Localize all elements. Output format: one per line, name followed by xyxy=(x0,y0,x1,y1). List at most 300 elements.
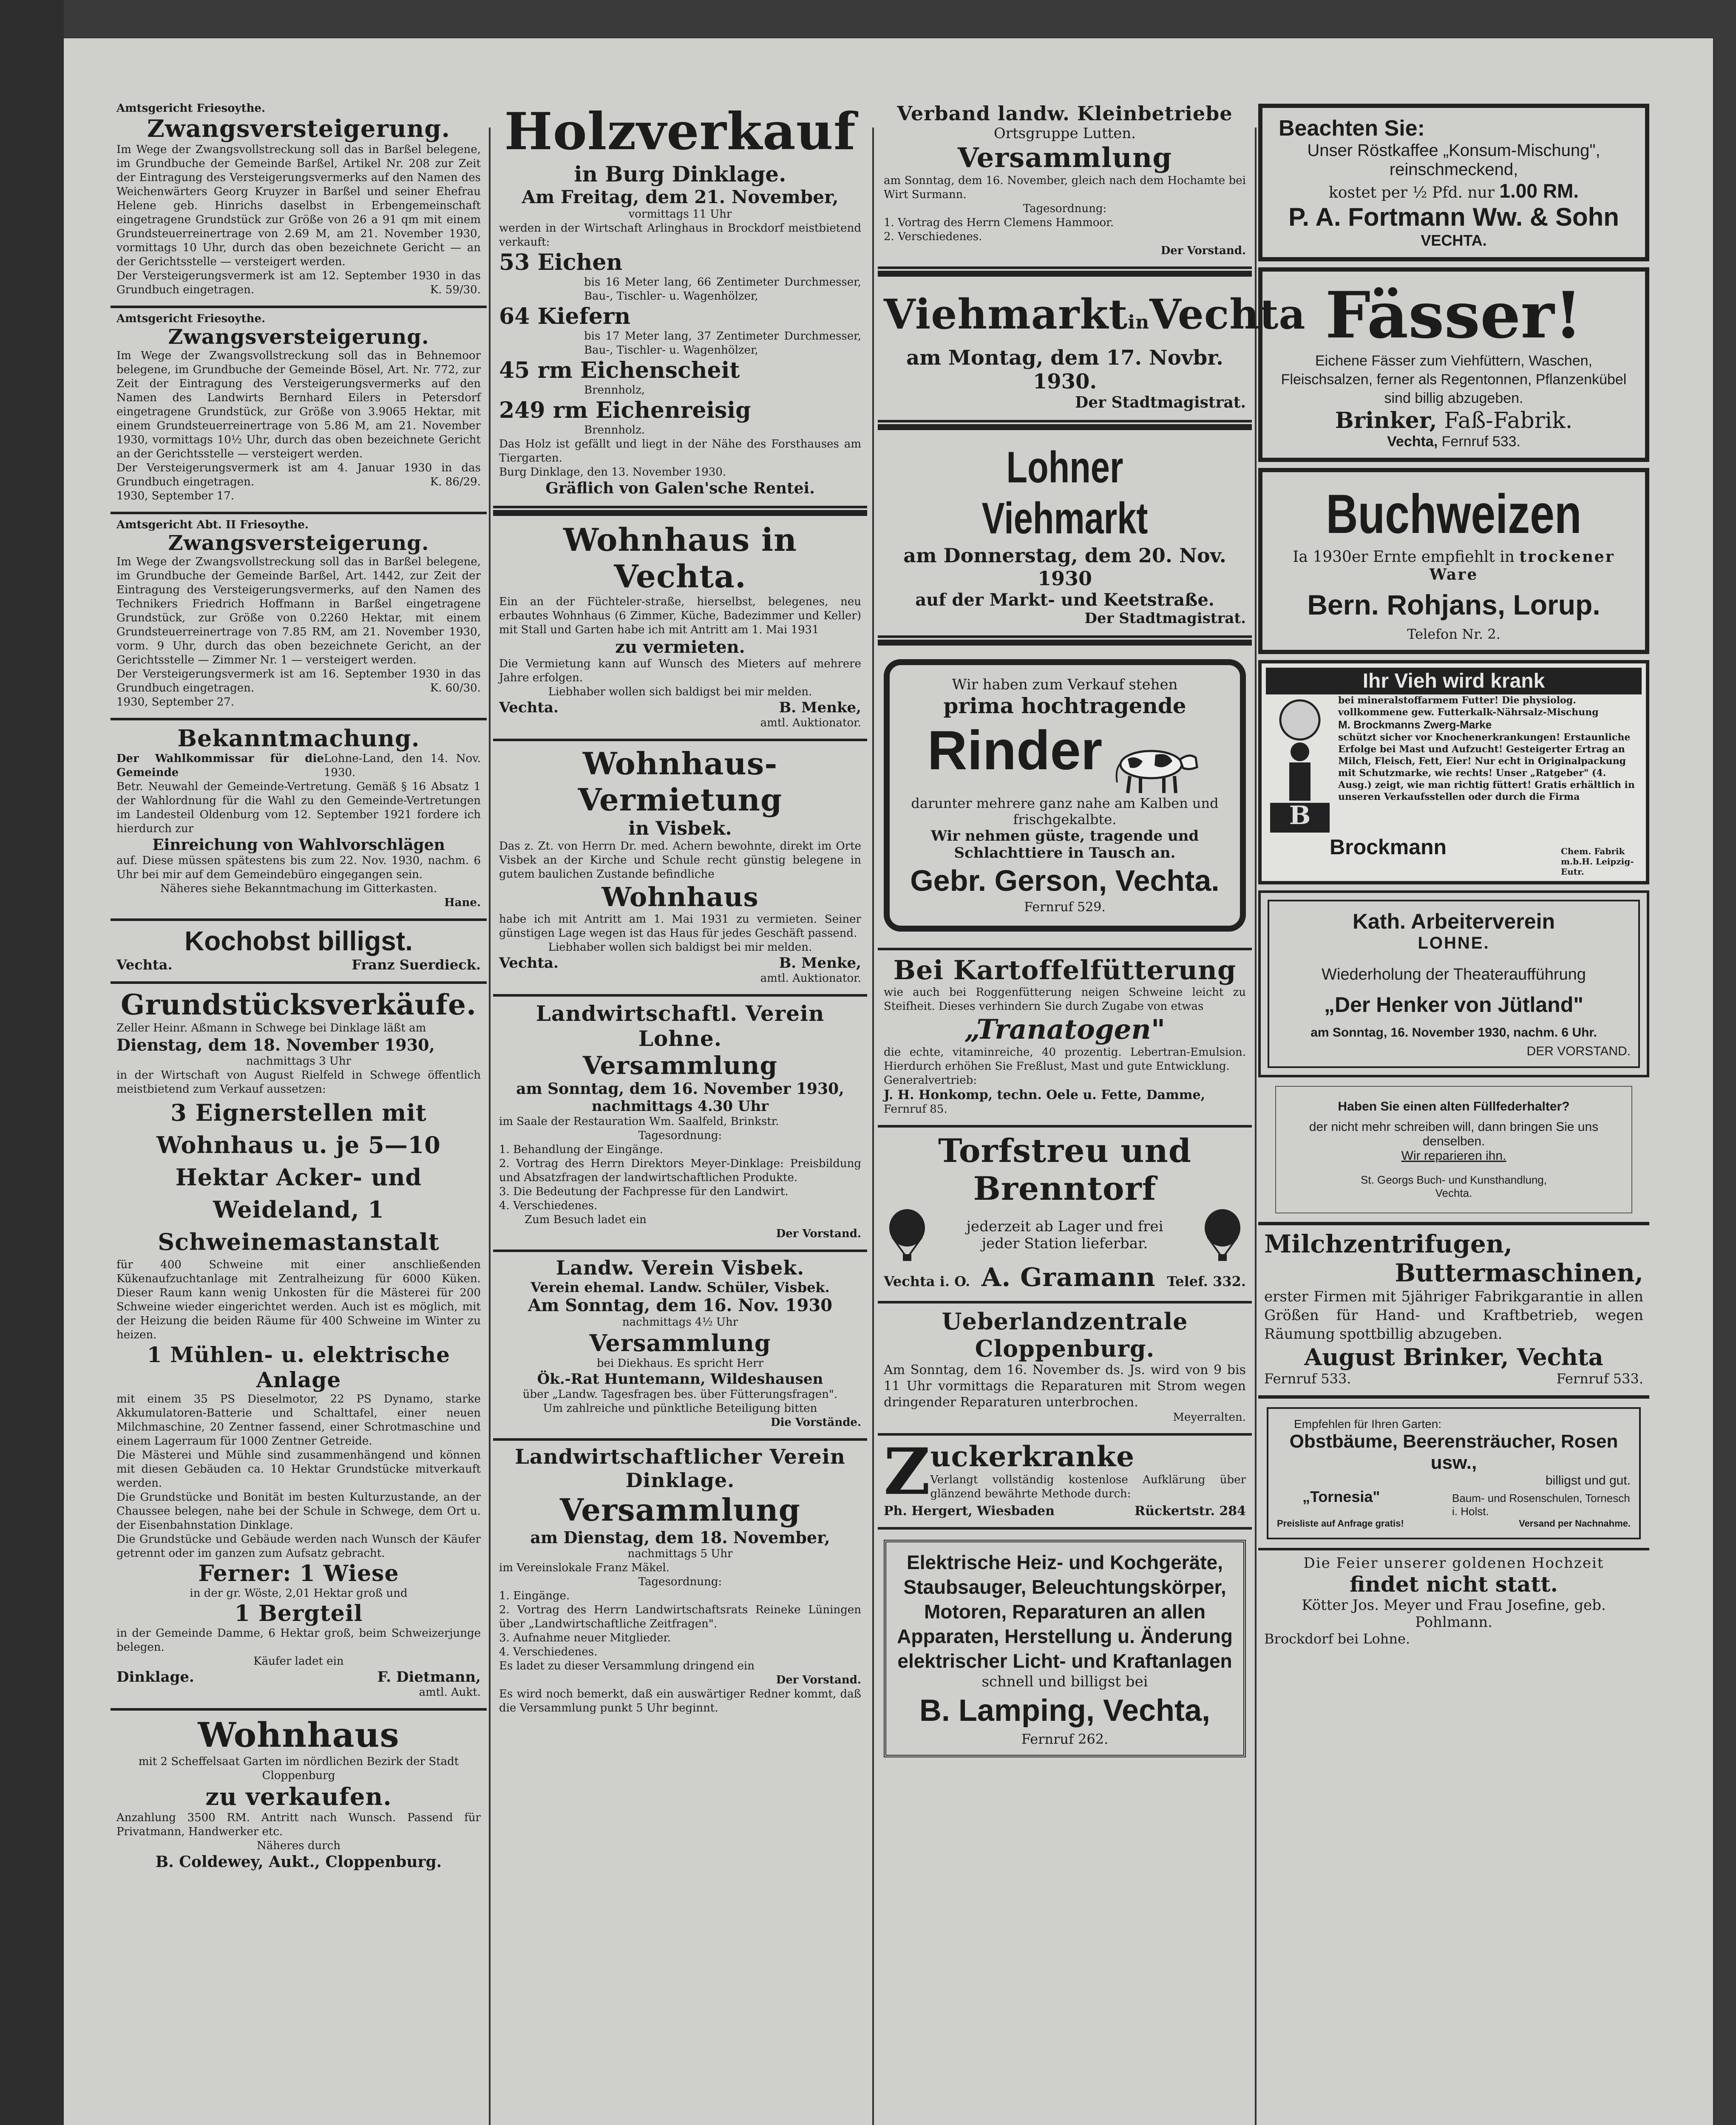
ad-footer xyxy=(116,667,481,695)
ad-lamping xyxy=(878,1530,1252,1772)
agenda-item: 1. Behandlung der Eingänge. xyxy=(499,1143,663,1156)
price-line xyxy=(1270,179,1637,202)
ad-body: Elektrische Heiz- und Kochgeräte, Staubsauger, Beleuchtungskörper, Motoren, Reparaturen an allen Apparaten, Herstellung u. Änderung elektrischer Licht- und Kraftanlagen xyxy=(897,1551,1233,1672)
label: Generalvertrieb: xyxy=(884,1074,977,1087)
rule xyxy=(878,640,1252,646)
ad-line xyxy=(1264,1371,1643,1387)
headline: Versammlung xyxy=(957,142,1172,174)
ad-title: Bekanntmachung. xyxy=(177,725,420,752)
signature: F. Dietmann, xyxy=(377,1669,481,1686)
ad-title: Lohner Viehmarkt xyxy=(981,443,1148,543)
ad-torfstreu xyxy=(878,1128,1252,1303)
ad-subtitle: Dinklage. xyxy=(625,1469,735,1492)
city: Vechta i. O. xyxy=(884,1273,970,1289)
ad-wohnhaus-vermietung xyxy=(493,741,867,997)
ad-body: auf. Diese müssen spätestens bis zum 22. Nov. 1930, nachm. 6 Uhr bei mir auf dem Gemeindebüro eingegangen sein. xyxy=(116,854,481,881)
phone: Fernruf 529. xyxy=(1024,899,1106,915)
ad-body-text: Ia 1930er Ernte empfiehlt in xyxy=(1293,548,1515,566)
ad-body: Eichene Fässer zum Viehfüttern, Waschen, Fleischsalzen, ferner als Regentonnen, Pflanzenkübel sind billig abzugeben. xyxy=(1281,353,1627,406)
product: „Tranatogen" xyxy=(964,1013,1166,1046)
signature: Der Vorstand. xyxy=(776,1227,861,1240)
date-line: am Sonntag, 16. November 1930, nachm. 6 Uhr. xyxy=(1311,1026,1597,1040)
time-line: nachmittags 4.30 Uhr xyxy=(591,1098,769,1115)
wood-item xyxy=(499,303,861,357)
agenda-title: Tagesordnung: xyxy=(1023,202,1107,215)
phone: Telefon Nr. 2. xyxy=(1407,626,1501,642)
ad-body: Die Vermietung kann auf Wunsch des Mieters auf mehrere Jahre erfolgen. xyxy=(499,657,861,684)
headline: Wohnhaus xyxy=(601,881,759,912)
company: August Brinker, Vechta xyxy=(1304,1343,1603,1371)
court-name: Amtsgericht Abt. II Friesoythe. xyxy=(116,518,309,531)
ad-title: Buchweizen xyxy=(1326,483,1582,545)
wood-desc: Brennholz, xyxy=(584,384,645,397)
headline: 3 Eignerstellen mit Wohnhaus u. je 5—10 Hektar Acker- und Weideland, 1 Schweinemastanstalt xyxy=(156,1099,441,1255)
time-line: nachmittags 5 Uhr xyxy=(627,1547,733,1560)
ad-title: Zwangsversteigerung. xyxy=(168,325,429,349)
wood-qty: 249 rm Eichenreisig xyxy=(499,397,751,423)
ad-ueberlandzentrale xyxy=(878,1303,1252,1436)
ad-title xyxy=(884,290,1306,346)
title-part: in xyxy=(1128,312,1150,333)
ad-lohner-viehmarkt xyxy=(878,432,1252,638)
agenda-item: 4. Verschiedenes. xyxy=(499,1199,598,1212)
ad-body: wie auch bei Roggenfütterung neigen Schweine leicht zu Steifheit. Dieses verhindern Sie durch Zugabe von etwas xyxy=(884,986,1246,1013)
signature-title: amtl. Auktionator. xyxy=(760,717,861,729)
sender: Der Wahlkommissar für die Gemeinde xyxy=(116,752,324,779)
ad-body: mit einem 35 PS Dieselmotor, 22 PS Dynamo, starke Akkumulatoren-Batterie und Schalttafel, einer neuen Milchmaschine, 20 Zentner fassend, einer Schrotmaschine und einem Lagerraum für 1000 Zentner Getreide. xyxy=(116,1393,481,1448)
headline: 1 Bergteil xyxy=(234,1601,363,1626)
ad-rinder xyxy=(878,647,1252,950)
ad-footer xyxy=(116,269,481,297)
ad-body: für 400 Schweine mit einer anschließenden Kükenaufzuchtanlage mit Zentralheizung für 6000 Küken. Dieser Raum kann wenig Unkosten für die Mästerei für 200 Schweine wieder eingerichtet werden. Auch ist es möglich, mit der Heizung die beiden Räume für 400 Schweine im Winter zu heizen. xyxy=(116,1258,481,1341)
wood-qty: 53 Eichen xyxy=(499,249,623,275)
ad-line xyxy=(884,1504,1246,1519)
ad-title: Grundstücksverkäufe. xyxy=(121,988,477,1021)
city: Vechta. xyxy=(1435,1187,1472,1199)
ad-line xyxy=(884,1263,1246,1292)
wood-item xyxy=(499,249,861,303)
ad-fortmann xyxy=(1258,104,1649,261)
ad-body: Näheres durch xyxy=(257,1839,340,1852)
ad-body: Unser Röstkaffee „Konsum-Mischung", reinschmeckend, xyxy=(1307,141,1600,179)
agenda-item: 4. Verschiedenes. xyxy=(499,1646,598,1658)
city: Vechta. xyxy=(499,955,559,972)
file-number: K. 60/30. xyxy=(430,682,481,694)
note: Versand per Nachnahme. xyxy=(1519,1518,1631,1529)
ad-date: 1930, September 27. xyxy=(116,696,235,708)
ad-frame xyxy=(884,1540,1246,1757)
headline: Versammlung xyxy=(582,1051,778,1080)
company: P. A. Fortmann Ww. & Sohn xyxy=(1288,203,1619,231)
ad-title: Ihr Vieh wird krank xyxy=(1266,668,1642,694)
invite: Zum Besuch ladet ein xyxy=(525,1213,647,1226)
rule xyxy=(878,424,1252,430)
ad-body: Die Grundstücke und Gebäude werden nach Wunsch der Käufer getrennt oder im ganzen zum Aufsatz gebracht. xyxy=(116,1533,481,1560)
signature: Der Stadtmagistrat. xyxy=(1075,394,1246,411)
ad-subtitle: LOHNE. xyxy=(1418,934,1490,952)
ad-title: Wohnhaus in Vechta. xyxy=(563,522,797,595)
column-1 xyxy=(111,98,487,2125)
note: Es wird noch bemerkt, daß ein auswärtiger Redner kommt, daß die Versammlung punkt 5 Uhr beginnt. xyxy=(499,1688,861,1714)
ad-buchweizen xyxy=(1258,468,1649,654)
ad-subtitle: in Burg Dinklage. xyxy=(574,162,786,187)
ad-body: erster Firmen mit 5jähriger Fabrikgarantie in allen Größen für Hand- und Kraftbetrieb, wegen Räumung spottbillig abzugeben. xyxy=(1264,1288,1643,1343)
ad-fuellfederhalter xyxy=(1275,1086,1632,1213)
column-rule xyxy=(489,128,491,2125)
date-line: am Dienstag, dem 18. November, xyxy=(530,1528,830,1547)
ad-body: Betr. Neuwahl der Gemeinde-Vertretung. Gemäß § 16 Absatz 1 der Wahlordnung für die Wahl zu den Gemeinde-Vertretungen im Landesteil Oldenburg vom 12. September 1921 fordere ich hierdurch zur xyxy=(116,780,481,835)
court-name: Amtsgericht Friesoythe. xyxy=(116,102,266,115)
ad-zwangsversteigerung-1 xyxy=(111,98,487,308)
headline: Rinder xyxy=(927,719,1103,781)
bold-line: Einreichung von Wahlvorschlägen xyxy=(152,836,445,854)
agenda-item: 2. Vortrag des Herrn Landwirtschaftsrats Reineke Lüningen über „Landwirtschaftliche Zeitfragen". xyxy=(499,1604,861,1630)
phone: Fernruf 533. xyxy=(1441,434,1520,450)
file-number: K. 59/30. xyxy=(430,283,481,296)
ad-line xyxy=(499,955,861,972)
ad-body: bei mineralstoffarmem Futter! Die physiolog. vollkommene gew. Futterkalk-Nährsalz-Mischung xyxy=(1338,695,1599,718)
phone: Fernruf 85. xyxy=(884,1102,947,1116)
cow-icon xyxy=(1104,740,1202,795)
headline: findet nicht statt. xyxy=(1350,1572,1558,1597)
column-rule xyxy=(872,128,874,2125)
ad-body: in der Wirtschaft von August Rielfeld in Schwege öffentlich meistbietend zum Verkauf aussetzen: xyxy=(116,1069,481,1096)
ad-body: Die Grundstücke und Bonität im besten Kulturzustande, an der Chaussee belegen, nahe bei der Schule in Schwege, dem Ort u. der Eisenbahnstation Dinklage. xyxy=(116,1491,481,1532)
company-line xyxy=(1270,408,1637,434)
play-title: „Der Henker von Jütland" xyxy=(1324,993,1583,1017)
court-name: Amtsgericht Friesoythe. xyxy=(116,312,266,325)
file-number: K. 86/29. xyxy=(430,476,481,488)
ad-title: Fässer! xyxy=(1325,278,1583,353)
ad-body: Anzahlung 3500 RM. Antritt nach Wunsch. Passend für Privatmann, Handwerker etc. xyxy=(116,1811,481,1838)
ad-intro: Wir haben zum Verkauf stehen xyxy=(952,676,1178,693)
company-type: Faß-Fabrik. xyxy=(1444,408,1573,434)
ad-block xyxy=(930,1440,1246,1501)
date-line: Am Sonntag, dem 16. Nov. 1930 xyxy=(528,1295,833,1315)
ad-title: Haben Sie einen alten Füllfederhalter? xyxy=(1338,1099,1570,1114)
title-part: Viehmarkt xyxy=(884,290,1128,338)
ad-title-2: Buttermaschinen, xyxy=(1395,1258,1643,1287)
ad-intro: Zeller Heinr. Aßmann in Schwege bei Dinklage läßt am xyxy=(116,1022,426,1034)
ad-verein-visbek xyxy=(493,1252,867,1441)
ad-tornesia xyxy=(1267,1407,1641,1539)
signature: Meyerralten. xyxy=(1173,1411,1246,1424)
ad-line xyxy=(499,699,861,716)
ad-zwangsversteigerung-3 xyxy=(111,514,487,720)
agenda-item: 1. Eingänge. xyxy=(499,1590,570,1602)
time-line: nachmittags 4½ Uhr xyxy=(622,1316,738,1329)
ad-title: Kochobst billigst. xyxy=(184,926,413,956)
invite: Es ladet zu dieser Versammlung dringend ein xyxy=(499,1660,755,1672)
speaker: Ök.-Rat Huntemann, Wildeshausen xyxy=(537,1371,823,1388)
date-line: Dienstag, dem 18. November 1930, xyxy=(116,1035,435,1054)
agenda-title: Tagesordnung: xyxy=(638,1575,722,1588)
headline-row xyxy=(901,718,1229,795)
ad-body: darunter mehrere ganz nahe am Kalben und frischgekalbte. xyxy=(911,795,1219,827)
balloon-icon xyxy=(1199,1207,1246,1263)
initial: Z xyxy=(884,1434,930,1509)
ad-title: Zwangsversteigerung. xyxy=(147,115,451,143)
brand-sub: Chem. Fabrik m.b.H. Leipzig-Eutr. xyxy=(1561,846,1634,877)
phone: Fernruf 533. xyxy=(1556,1371,1643,1387)
invite: Um zahlreiche und pünktliche Beteiligung bitten xyxy=(543,1402,817,1415)
wood-desc: Brennholz. xyxy=(584,424,645,436)
ad-subtitle: prima hochtragende xyxy=(943,693,1186,718)
ad-zwangsversteigerung-2 xyxy=(111,308,487,514)
company: Brinker, xyxy=(1335,408,1437,434)
ad-title: uckerkranke xyxy=(930,1439,1135,1473)
signature: DER VORSTAND. xyxy=(1526,1044,1631,1058)
company: „Tornesia" xyxy=(1302,1488,1380,1505)
rule xyxy=(493,510,867,516)
ad-title: Landwirtschaftl. Verein Lohne. xyxy=(536,1001,825,1051)
ad-title: Milchzentrifugen, xyxy=(1264,1230,1513,1258)
contact xyxy=(1270,434,1637,450)
ad-body: Ein an der Füchteler-straße, hierselbst, belegenes, neu erbautes Wohnhaus (6 Zimmer, Küche, Badezimmer und Keller) mit Stall und Garten habe ich mit Antritt am 1. Mai 1931 xyxy=(499,595,861,636)
signature: Die Vorstände. xyxy=(770,1416,861,1429)
footer-text: Der Versteigerungsvermerk ist am 4. Januar 1930 in das Grundbuch eingetragen. xyxy=(116,462,481,488)
company: Ph. Hergert, Wiesbaden xyxy=(884,1503,1055,1519)
headline: zu verkaufen. xyxy=(205,1783,392,1811)
phone: Fernruf 533. xyxy=(1264,1371,1351,1387)
ad-body: werden in der Wirtschaft Arlinghaus in Brockdorf meistbietend verkauft: xyxy=(499,222,861,249)
ad-wohnhaus-vechta xyxy=(493,518,867,741)
ad-body: Wiederholung der Theateraufführung xyxy=(1322,966,1586,983)
company: Bern. Rohjans, Lorup. xyxy=(1307,589,1600,620)
bold-text: trockener Ware xyxy=(1429,548,1615,584)
ad-title: Landw. Verein Visbek. xyxy=(556,1256,805,1279)
company: Gebr. Gerson, Vechta. xyxy=(910,864,1220,897)
note: schnell und billigst bei xyxy=(981,1673,1148,1690)
signature: B. Coldewey, Aukt., Cloppenburg. xyxy=(155,1853,442,1871)
column-4 xyxy=(1258,98,1649,2125)
ad-verband-kleinbetriebe xyxy=(878,98,1252,269)
wood-item-list xyxy=(499,249,861,437)
rule xyxy=(878,271,1252,277)
ad-date: 1930, September 17. xyxy=(116,490,235,502)
bold-line: Wir nehmen güste, tragende und Schlachttiere in Tausch an. xyxy=(930,827,1199,861)
wood-desc: bis 17 Meter lang, 37 Zentimeter Durchmesser, Bau-, Tischler- u. Wagenhölzer, xyxy=(584,330,861,357)
ad-title: Landwirtschaftlicher Verein xyxy=(515,1445,845,1469)
date-line: Am Freitag, dem 21. November, xyxy=(522,187,839,207)
ad-faesser xyxy=(1258,267,1649,462)
ad-viehmarkt-vechta xyxy=(878,278,1306,422)
agenda-item: 1. Vortrag des Herrn Clemens Hammoor. xyxy=(884,216,1114,229)
city: Vechta, xyxy=(1387,434,1438,450)
ad-block xyxy=(1334,694,1642,835)
ad-wohnhaus-cloppenburg xyxy=(111,1711,487,1879)
ad-body: Das z. Zt. von Herrn Dr. med. Achern bewohnte, direkt im Orte Visbek an der Kirche und Schule recht günstig belegene in gutem baulichen Zustande befindliche xyxy=(499,840,861,881)
ad-verein-lohne xyxy=(493,997,867,1252)
ad-body: Das Holz ist gefällt und liegt in der Nähe des Forsthauses am Tiergarten. xyxy=(499,438,861,465)
company-row xyxy=(1277,1488,1631,1518)
place: im Saale der Restauration Wm. Saalfeld, Brinkstr. xyxy=(499,1115,779,1128)
signature: B. Menke, xyxy=(779,699,861,716)
agenda-item: 2. Vortrag des Herrn Direktors Meyer-Dinklage: Preisbildung und Absatzfragen der landwirtschaftlichen Produkte. xyxy=(499,1157,861,1184)
ad-holzverkauf xyxy=(493,98,867,508)
signature: Der Vorstand. xyxy=(1160,244,1246,257)
ad-body: Am Sonntag, dem 16. November ds. Js. wird von 9 bis 11 Uhr vormittags die Reparaturen mit Strom wegen dringender Reparaturen unterbrochen. xyxy=(884,1362,1246,1410)
ad-line xyxy=(116,1669,481,1686)
ad-kochobst xyxy=(111,921,487,984)
price: 1.00 RM. xyxy=(1499,180,1579,202)
ad-body: am Sonntag, dem 16. November, gleich nach dem Hochamte bei Wirt Surmann. xyxy=(884,174,1246,201)
ad-bekanntmachung xyxy=(111,720,487,921)
ad-title: Bei Kartoffelfütterung xyxy=(893,954,1237,986)
headline: 1 Mühlen- u. elektrische Anlage xyxy=(147,1342,451,1392)
ad-body: schützt sicher vor Knochenerkrankungen! Erstaunliche Erfolge bei Mast und Aufzucht! Gesteigerter Ertrag an Milch, Fleisch, Fett, Eier! Nur echt in Originalpackung mit Schutzmarke, wie rechts! Unser „Ratgeber" (4. Ausg.) zeigt, wie man richtig füttert! Gratis erhältlich in unseren Verkaufsstellen oder durch die Firma xyxy=(1338,732,1635,802)
ad-milchzentrifugen xyxy=(1258,1222,1649,1399)
signature: Der Stadtmagistrat. xyxy=(1084,610,1246,627)
headline: zu vermieten. xyxy=(615,637,745,657)
note: Preisliste auf Anfrage gratis! xyxy=(1277,1518,1404,1529)
ad-row xyxy=(884,1207,1246,1263)
ad-verein-dinklage xyxy=(493,1441,867,1724)
phone: Fernruf 262. xyxy=(1021,1731,1109,1747)
ad-body: Käufer ladet ein xyxy=(253,1655,344,1668)
time-line: nachmittags 3 Uhr xyxy=(246,1055,352,1068)
price-label: kostet per ½ Pfd. nur xyxy=(1328,184,1495,201)
ad-row xyxy=(1266,694,1642,835)
signature: B. Menke, xyxy=(779,955,861,972)
column-3 xyxy=(878,98,1306,2125)
ad-subtitle: Ortsgruppe Lutten. xyxy=(993,125,1136,142)
ad-subtitle: Verein ehemal. Landw. Schüler, Visbek. xyxy=(530,1279,830,1295)
company: B. Lamping, Vechta, xyxy=(919,1693,1211,1728)
ad-line xyxy=(116,957,481,973)
signature-title: amtl. Aukt. xyxy=(419,1686,481,1699)
agenda-item: 3. Die Bedeutung der Fachpresse für den Landwirt. xyxy=(499,1185,789,1198)
headline: Ferner: 1 Wiese xyxy=(198,1561,399,1587)
wood-qty: 45 rm Eichenscheit xyxy=(499,357,740,383)
footer-text: Der Versteigerungsvermerk ist am 16. September 1930 in das Grundbuch eingetragen. xyxy=(116,668,481,694)
ad-line xyxy=(1277,1518,1631,1529)
ad-body: Näheres siehe Bekanntmachung im Gitterkasten. xyxy=(160,882,437,895)
phone: Telef. 332. xyxy=(1167,1273,1246,1289)
column-2 xyxy=(493,98,867,2125)
date: Lohne-Land, den 14. Nov. 1930. xyxy=(323,752,481,779)
ad-body: habe ich mit Antritt am 1. Mai 1931 zu vermieten. Seiner günstigen Lage wegen ist das Haus für jedes Geschäft passend. xyxy=(499,913,861,940)
city: Vechta. xyxy=(116,957,173,973)
date-line: am Sonntag, dem 16. November 1930, xyxy=(516,1080,844,1098)
wood-item xyxy=(499,397,861,437)
agenda-item: 2. Verschiedenes. xyxy=(884,230,982,243)
ad-frame xyxy=(884,659,1246,932)
worker-icon xyxy=(1266,694,1334,835)
company: St. Georgs Buch- und Kunsthandlung, xyxy=(1361,1173,1547,1186)
brand-row xyxy=(1266,835,1642,877)
ad-line: Die Feier unserer goldenen Hochzeit xyxy=(1303,1555,1604,1572)
ad-title: Wohnhaus-Vermietung xyxy=(578,745,783,818)
ad-grundstuecksverkaeufe xyxy=(111,984,487,1711)
ad-body-underlined: Wir reparieren ihn. xyxy=(1401,1149,1506,1163)
ad-hochzeit xyxy=(1258,1548,1649,1655)
time-line: vormittags 11 Uhr xyxy=(628,208,732,221)
ad-row xyxy=(884,1434,1246,1509)
ad-title: Holzverkauf xyxy=(504,102,856,162)
ad-items-tail: billigst und gut. xyxy=(1545,1473,1631,1488)
company: J. H. Honkomp, techn. Oele u. Fette, Damme, xyxy=(884,1087,1206,1102)
ad-date: Burg Dinklage, den 13. November 1930. xyxy=(499,466,726,479)
ad-title: Wohnhaus xyxy=(198,1715,400,1755)
signature-title: amtl. Auktionator. xyxy=(760,972,861,985)
topic: über „Landw. Tagesfragen bes. über Fütterungsfragen". xyxy=(522,1388,838,1401)
ad-body: Liebhaber wollen sich baldigst bei mir melden. xyxy=(548,941,812,954)
date-line: am Donnerstag, dem 20. Nov. 1930 xyxy=(903,544,1226,590)
ad-title: Zwangsversteigerung. xyxy=(168,531,429,555)
signature: Der Vorstand. xyxy=(776,1674,861,1686)
headline: Versammlung xyxy=(589,1329,771,1357)
signature: Hane. xyxy=(444,896,481,909)
ad-arbeiterverein xyxy=(1258,890,1649,1077)
footer-text: Der Versteigerungsvermerk ist am 12. September 1930 in das Grundbuch eingetragen. xyxy=(116,269,481,296)
ad-title: Beachten Sie: xyxy=(1279,116,1425,141)
ad-body: Verlangt vollständig kostenlose Aufklärung über glänzend bewährte Methode durch: xyxy=(930,1473,1246,1500)
city: Dinklage. xyxy=(116,1669,194,1686)
ad-body: Die Mästerei und Mühle sind zusammenhängend und können mit diesen Gebäuden ca. 10 Hektar Grundstücke mitverkauft werden. xyxy=(116,1449,481,1490)
wood-desc: bis 16 Meter lang, 66 Zentimeter Durchmesser, Bau-, Tischler- u. Wagenhölzer, xyxy=(584,276,861,303)
company: A. Gramann xyxy=(981,1262,1156,1292)
balloon-icon xyxy=(884,1207,930,1263)
ad-subtitle: in Visbek. xyxy=(628,818,732,839)
column-rule xyxy=(1255,128,1257,2125)
wood-item xyxy=(499,357,861,397)
ad-body: die echte, vitaminreiche, 40 prozentig. Lebertran-Emulsion. Hierdurch erhöhen Sie Freßlust, Mast und gute Entwicklung. xyxy=(884,1046,1246,1073)
agenda-title: Tagesordnung: xyxy=(638,1129,722,1142)
product: M. Brockmanns Zwerg-Marke xyxy=(1338,718,1492,731)
ad-body xyxy=(1270,548,1637,584)
ad-body: der nicht mehr schreiben will, dann bringen Sie uns denselben. xyxy=(1309,1120,1599,1148)
ad-zuckerkranke xyxy=(878,1436,1252,1530)
ad-line xyxy=(116,752,481,780)
ad-body: Im Wege der Zwangsvollstreckung soll das in Behnemoor belegene, im Grundbuche der Gemeinde Bösel, Art. Nr. 772, zur Zeit der Eintragung des Versteigerungsvermerks auf den Namen des Landwirts Bernhard Eilers in Petersdorf eingetragene Grundstück, zur Größe von 3.9065 Hektar, mit einem Grundsteuerreinertrage von 5.86 M, am 21. November 1930, vormittags 10½ Uhr, durch das oben bezeichnete Gericht an der Gerichtsstelle — versteigert werden. xyxy=(116,349,481,460)
scan-edge xyxy=(0,0,64,2125)
ad-title: Kath. Arbeiterverein xyxy=(1352,910,1555,933)
place: bei Diekhaus. Es spricht Herr xyxy=(596,1357,764,1370)
ad-body: mit 2 Scheffelsaat Garten im nördlichen Bezirk der Stadt Cloppenburg xyxy=(138,1755,459,1782)
signature: Gräflich von Galen'sche Rentei. xyxy=(545,479,815,497)
address: Rückertstr. 284 xyxy=(1135,1503,1246,1519)
brand: Brockmann xyxy=(1330,835,1447,859)
ad-title: Verband landw. Kleinbetriebe xyxy=(897,102,1233,125)
names: Kötter Jos. Meyer und Frau Josefine, geb. Pohlmann. xyxy=(1302,1597,1606,1631)
date-line: am Montag, dem 17. Novbr. 1930. xyxy=(906,346,1223,394)
ad-footer xyxy=(116,461,481,489)
ad-intro: Empfehlen für Ihren Garten: xyxy=(1294,1417,1442,1431)
headline: Versammlung xyxy=(560,1492,800,1528)
agenda-item: 3. Aufnahme neuer Mitglieder. xyxy=(499,1632,671,1644)
place: im Vereinslokale Franz Mäkel. xyxy=(499,1561,669,1574)
ad-title: Torfstreu und Brenntorf xyxy=(938,1131,1191,1207)
ad-items: Obstbäume, Beerensträucher, Rosen usw., xyxy=(1289,1431,1618,1473)
ad-body: in der Gemeinde Damme, 6 Hektar groß, beim Schweizerjunge belegen. xyxy=(116,1627,481,1654)
ad-brockmann xyxy=(1258,660,1649,884)
svg-text:B: B xyxy=(1289,801,1311,830)
ad-title: Ueberlandzentrale Cloppenburg. xyxy=(942,1307,1188,1362)
ad-body: Liebhaber wollen sich baldigst bei mir melden. xyxy=(548,686,812,698)
ad-frame xyxy=(1268,900,1640,1068)
title-part: Vechta xyxy=(1149,290,1306,338)
city: Vechta. xyxy=(499,699,559,716)
ad-body: jederzeit ab Lager und frei jeder Station lieferbar. xyxy=(966,1218,1163,1252)
ad-body: Im Wege der Zwangsvollstreckung soll das in Barßel belegene, im Grundbuche der Gemeinde Barßel, Artikel Nr. 208 zur Zeit der Eintragung des Versteigerungsvermerks auf den Namen des Weichenwärters Georg Kruyzer in Barßel und seiner Ehefrau Helene geb. Hinrichs daselbst in Erbengemeinschaft eingetragene Grundstück zur Größe von 26 a 91 qm mit einem Grundsteuerreinertrage von 2.69 M, am 21. November 1930, vormittags 10 Uhr, durch das oben bezeichnete Gericht — an der Gerichtsstelle — versteigert werden. xyxy=(116,143,481,268)
wood-qty: 64 Kiefern xyxy=(499,303,631,329)
company-sub: Baum- und Rosenschulen, Tornesch i. Holst. xyxy=(1452,1492,1630,1518)
ad-body: Im Wege der Zwangsvollstreckung soll das in Barßel belegene, im Grundbuche der Gemeinde Barßel, Art. 1442, zur Zeit der Eintragung des Versteigerungsvermerks, auf den Namen des Technikers Friedrich Hoffmann in Barßel eingetragene Grundstück, zur Größe von 0.2260 Hektar, mit einem Grundsteuerreinertrage von 7.85 RM, am 21. November 1930, vorm. 9 Uhr, durch das oben bezeichnete Gericht, an der Gerichtsstelle — Zimmer Nr. 1 — versteigert werden. xyxy=(116,555,481,666)
place: Brockdorf bei Lohne. xyxy=(1264,1631,1410,1647)
ad-tranatogen xyxy=(878,950,1252,1128)
ad-body: in der gr. Wöste, 2,01 Hektar groß und xyxy=(190,1587,408,1600)
